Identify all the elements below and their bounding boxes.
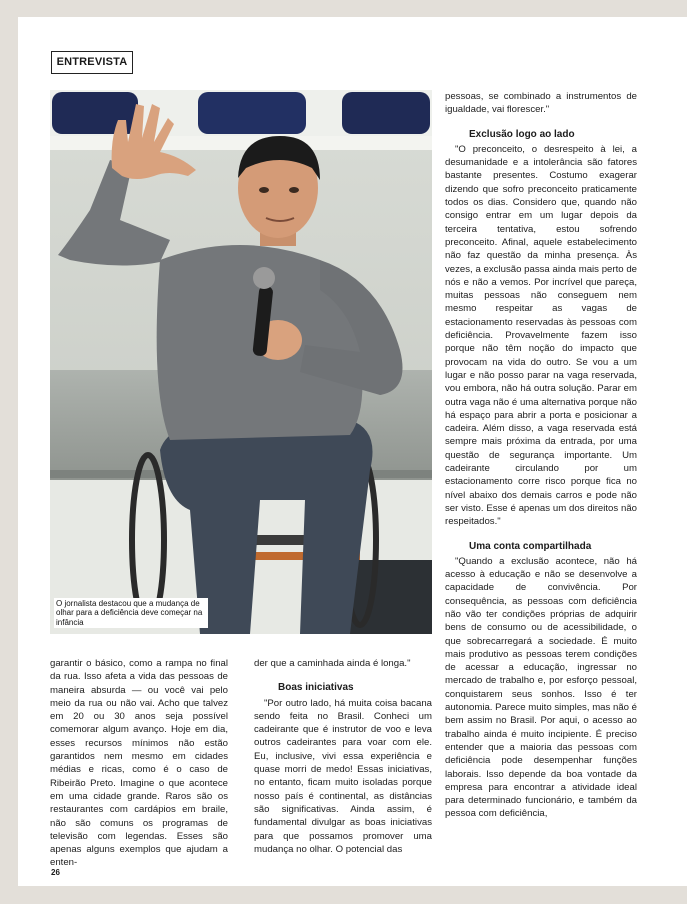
interview-photo — [50, 90, 432, 634]
paragraph: garantir o básico, como a rampa no final da rua. Isso afeta a vida das pessoas de maneira absurda — ou você vai pelo meio da rua ou não vai. Acho que talvez em 20 ou 30 anos seja possível comemorar algum avanço. Hoje em dia, esses recursos mínimos não estão garantidos nem mesmo em cidades médias e ricas, como é o caso de Ribeirão Preto. Imagine o que acontece em uma cidade grande. Raros são os restaurantes com cardápios em braile, não são comuns os programas de televisão com legendas. Esses são apenas alguns exemplos que ajudam a enten- — [50, 658, 228, 869]
section-tag: ENTREVISTA — [51, 51, 133, 74]
subheading: Uma conta compartilhada — [469, 540, 592, 552]
subheading: Boas iniciativas — [278, 682, 354, 694]
text-column-right — [445, 90, 637, 821]
text-column-middle — [254, 657, 432, 856]
photo-illustration — [50, 90, 432, 634]
paragraph: "Quando a exclusão acontece, não há acesso à educação e não se desenvolve a capacidade de convivência. Por consequência, as pessoas com deficiência não vão ter condições próprias de adquirir bens de consumo ou de acessibilidade, o que sobrecarregará a sociedade. É muito mais produtivo as pessoas terem condições de acessar a educação, ingressar no mercado de trabalho e, por esforço pessoal, conquistarem seus sonhos. Isso é ter autonomia. Parece muito simples, mas não é bem assim no Brasil. Por aqui, o acesso ao trabalho ainda é muito incipiente. É preciso entender que a maioria das pessoas com deficiência pode desempenhar funções laborais. Isso depende da boa vontade da empresa para encontrar a atividade ideal para determinado funcionário, e também da pessoa com deficiência, — [445, 555, 637, 820]
paragraph: der que a caminhada ainda é longa." — [254, 658, 411, 669]
text-column-left — [50, 657, 228, 870]
page-number: 26 — [51, 868, 60, 877]
photo-caption: O jornalista destacou que a mudança de olhar para a deficiência deve começar na infância — [54, 598, 208, 629]
paragraph: "Por outro lado, há muita coisa bacana sendo feita no Brasil. Conheci um cadeirante que é instrutor de voo e leva outros cadeirantes para voar com ele. Eu, inclusive, vivi essa experiência e quase morri de medo! Essas iniciativas, no entanto, ficam muito isoladas porque nosso país é continental, as distâncias são significativas. Ainda assim, é fundamental divulgar as boas iniciativas para que possamos promover uma mudança no olhar. O potencial das — [254, 697, 432, 855]
magazine-page — [18, 17, 687, 886]
subheading: Exclusão logo ao lado — [469, 128, 575, 140]
paragraph: pessoas, se combinado a instrumentos de igualdade, vai florescer." — [445, 91, 637, 116]
paragraph: "O preconceito, o desrespeito à lei, a desumanidade e a intolerância são fatores bastante presentes. Costumo exagerar dizendo que sofro preconceito praticamente todos os dias. Considero que, quando não consigo entrar em um lugar depois da terceira tentativa, estou sofrendo preconceito. Afinal, aquele estabelecimento não faz questão da minha presença. Às vezes, a exclusão passa ainda mais perto de nós e não a vemos. Por incrível que pareça, muitas pessoas não conseguem nem mesmo respeitar as vagas de estacionamento reservadas às pessoas com deficiência. Provavelmente fazem isso porque não têm noção do impacto que provocam na vida do outro. Se vou a um lugar e não posso parar na vaga reservada, vou embora, não há outra solução. Parar em outra vaga não é uma alternativa porque não há espaço para abrir a porta e posicionar a cadeira. Além disso, a vaga reservada está sempre mais próxima da entrada, por uma questão de segurança importante. Um cadeirante circulando por um estacionamento corre risco porque fica no nível abaixo dos demais carros e pode não ser visto. Esse é apenas um dos direitos não respeitados." — [445, 143, 637, 528]
